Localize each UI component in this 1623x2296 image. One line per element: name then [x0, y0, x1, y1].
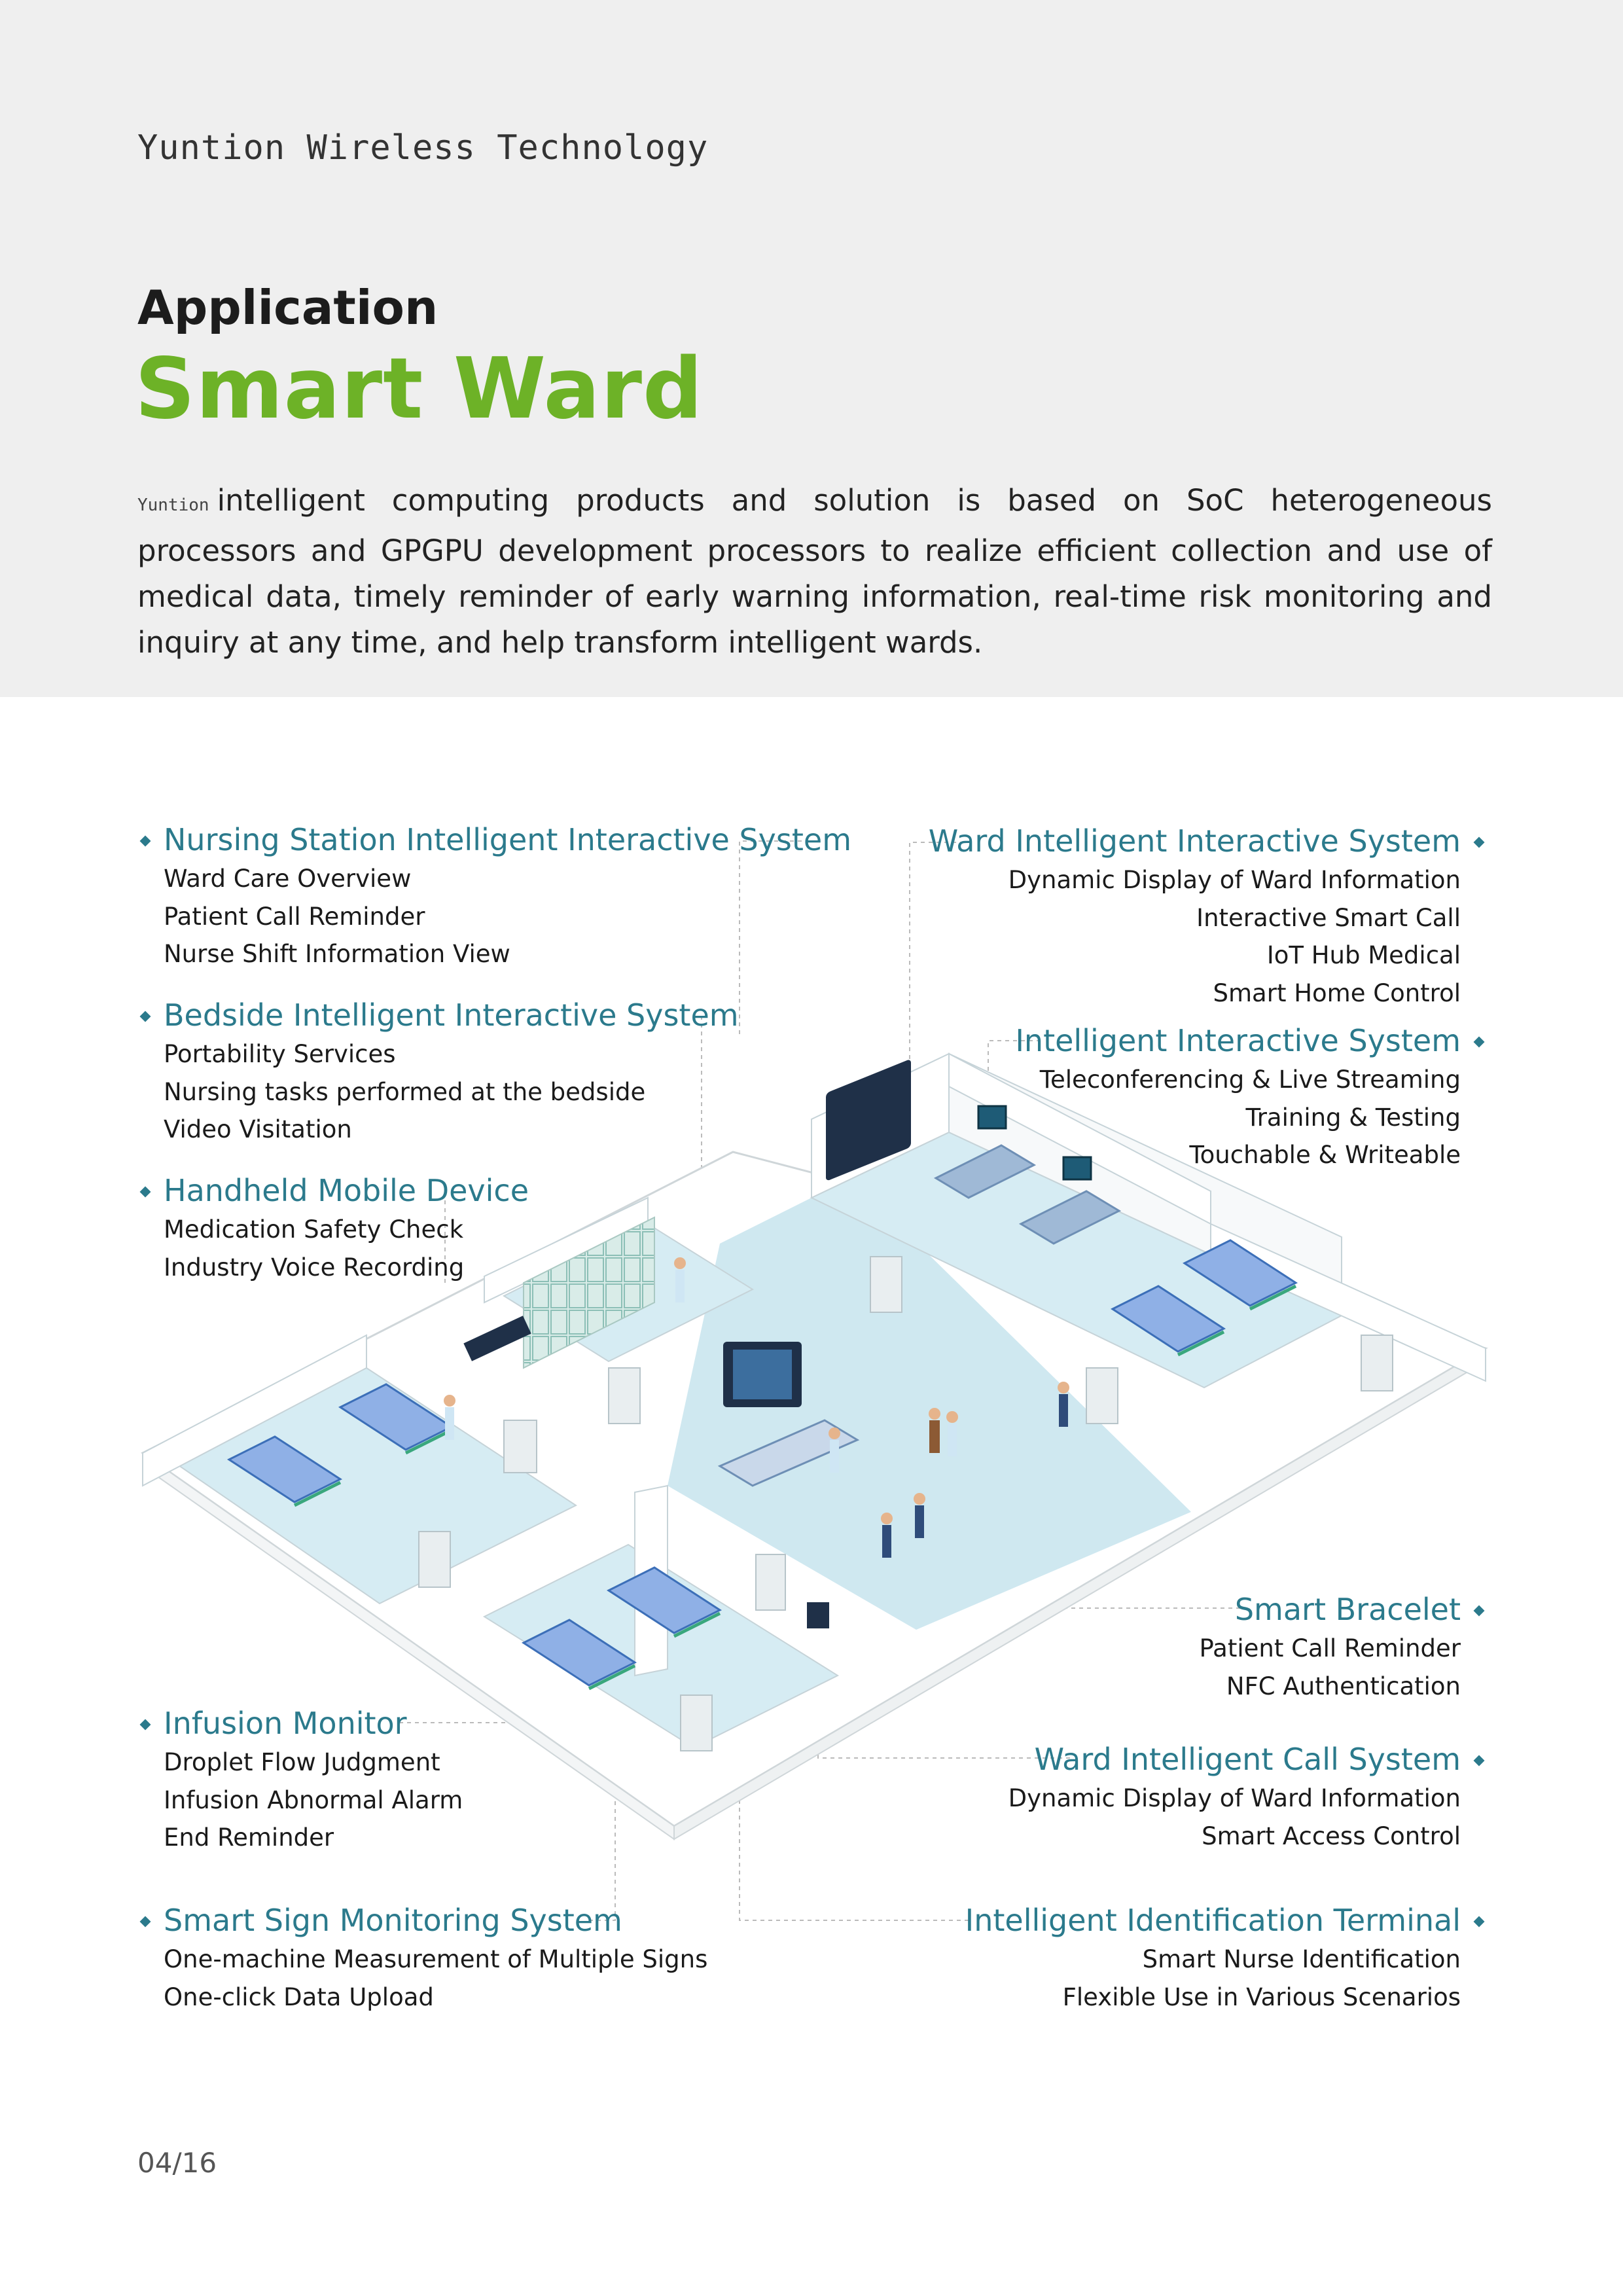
feature-title: Bedside Intelligent Interactive System	[137, 995, 739, 1035]
diamond-bullet-icon	[140, 1011, 151, 1022]
feature-title: Handheld Mobile Device	[137, 1170, 529, 1211]
feature-title: Smart Sign Monitoring System	[137, 1900, 707, 1941]
diamond-bullet-icon	[140, 1916, 151, 1928]
feature-item: Patient Call Reminder	[1199, 1634, 1461, 1662]
feature-items	[137, 1941, 707, 2016]
feature-item: Smart Nurse Identification	[1142, 1945, 1461, 1973]
feature-item: End Reminder	[164, 1823, 334, 1852]
feature-item: Medication Safety Check	[164, 1215, 464, 1244]
feature-nursing-station	[137, 819, 851, 973]
feature-ward-interactive	[929, 821, 1461, 1012]
feature-item: Infusion Abnormal Alarm	[164, 1785, 463, 1814]
feature-items	[137, 1211, 529, 1286]
feature-item: Nurse Shift Information View	[164, 940, 510, 968]
feature-item: NFC Authentication	[1226, 1672, 1461, 1700]
feature-intelligent-interactive	[1015, 1020, 1461, 1174]
feature-item: Video Visitation	[164, 1115, 352, 1143]
feature-items	[137, 1744, 463, 1857]
company-name: Yuntion Wireless Technology	[137, 128, 709, 168]
feature-item: Teleconferencing & Live Streaming	[1039, 1066, 1461, 1094]
feature-title: Intelligent Interactive System	[1015, 1020, 1461, 1061]
feature-items	[137, 860, 851, 973]
feature-item: Flexible Use in Various Scenarios	[1062, 1982, 1461, 2011]
feature-item: Nursing tasks performed at the bedside	[164, 1077, 646, 1106]
feature-item: Industry Voice Recording	[164, 1253, 465, 1282]
intro-brand: Yuntion	[137, 495, 209, 515]
feature-items	[1200, 1630, 1461, 1705]
feature-title: Smart Bracelet	[1200, 1589, 1461, 1630]
feature-items	[137, 1035, 739, 1149]
diamond-bullet-icon	[140, 1187, 151, 1198]
feature-title: Nursing Station Intelligent Interactive System	[137, 819, 851, 860]
feature-title: Infusion Monitor	[137, 1703, 463, 1744]
feature-item: Patient Call Reminder	[164, 902, 425, 931]
feature-item: Droplet Flow Judgment	[164, 1748, 440, 1776]
feature-items	[929, 861, 1461, 1012]
feature-item: Ward Care Overview	[164, 865, 412, 893]
diamond-bullet-icon	[140, 836, 151, 847]
application-label: Application	[137, 280, 438, 335]
feature-title: Ward Intelligent Interactive System	[929, 821, 1461, 861]
feature-item: Smart Access Control	[1202, 1821, 1461, 1850]
feature-smart-bracelet	[1200, 1589, 1461, 1705]
feature-ward-call	[1008, 1739, 1461, 1855]
feature-item: Touchable & Writeable	[1189, 1141, 1461, 1169]
feature-item: Dynamic Display of Ward Information	[1008, 866, 1461, 894]
feature-smart-sign	[137, 1900, 707, 2016]
feature-item: Dynamic Display of Ward Information	[1008, 1784, 1461, 1812]
feature-identification-terminal	[965, 1900, 1461, 2016]
page-number: 04/16	[137, 2147, 217, 2179]
feature-title: Ward Intelligent Call System	[1008, 1739, 1461, 1780]
feature-items	[965, 1941, 1461, 2016]
feature-title: Intelligent Identification Terminal	[965, 1900, 1461, 1941]
feature-item: One-click Data Upload	[164, 1982, 434, 2011]
feature-item: Portability Services	[164, 1040, 396, 1068]
feature-items	[1008, 1780, 1461, 1855]
feature-bedside	[137, 995, 739, 1149]
feature-item: Smart Home Control	[1213, 978, 1461, 1007]
feature-items	[1015, 1061, 1461, 1174]
intro-text: intelligent computing products and solution is based on SoC heterogeneous processors and GPGPU development processors to realize efficient collection and use of medical data, timely reminder of early warning information, real-time risk monitoring and inquiry at any time, and help transform intelligent wards.	[137, 483, 1492, 660]
diamond-bullet-icon	[140, 1719, 151, 1731]
feature-item: Training & Testing	[1245, 1103, 1461, 1132]
feature-item: One-machine Measurement of Multiple Signs	[164, 1945, 708, 1973]
feature-infusion-monitor	[137, 1703, 463, 1857]
page-title: Smart Ward	[135, 340, 704, 438]
feature-item: Interactive Smart Call	[1196, 903, 1461, 932]
feature-item: IoT Hub Medical	[1266, 941, 1461, 969]
feature-handheld	[137, 1170, 529, 1286]
